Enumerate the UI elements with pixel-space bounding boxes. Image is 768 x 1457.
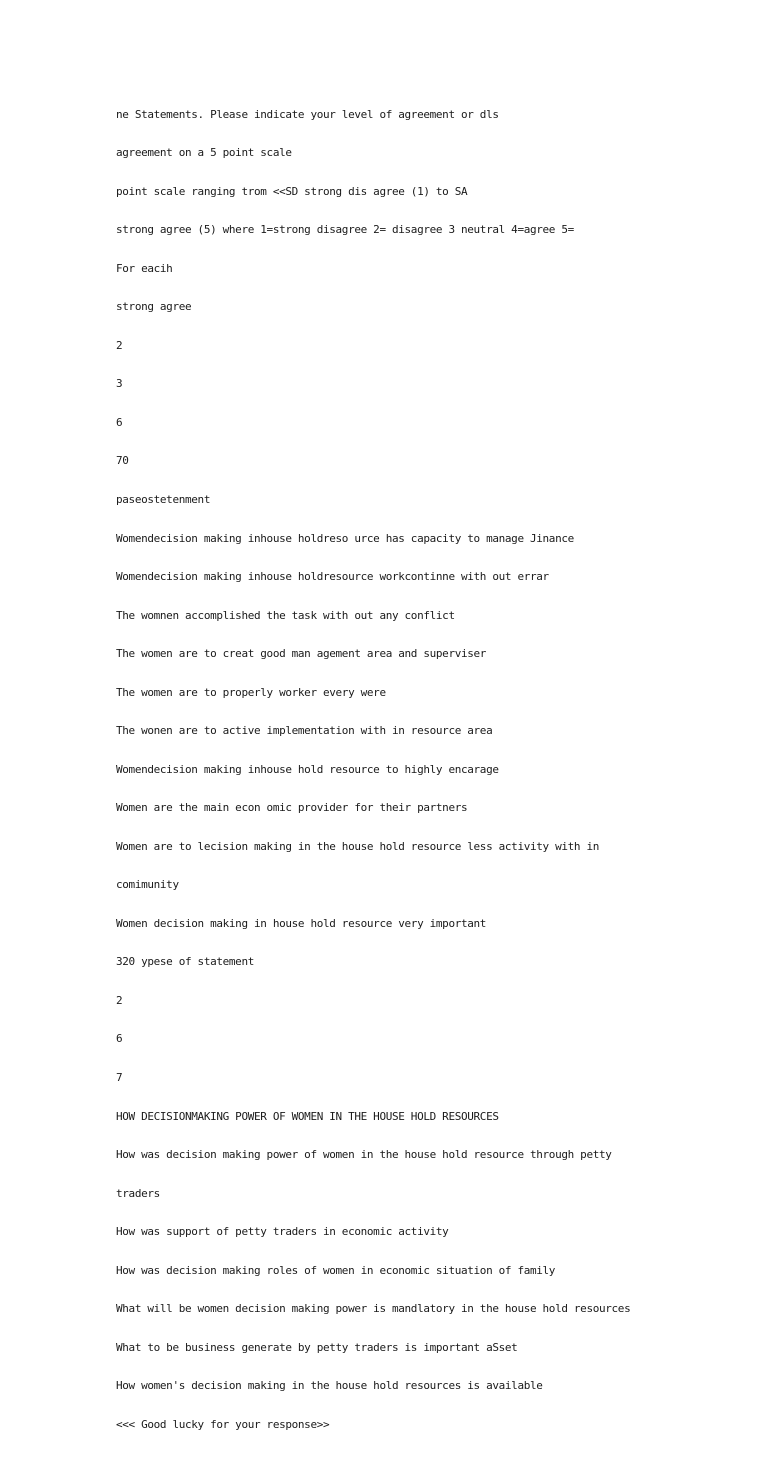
text-line: 3 xyxy=(116,377,123,391)
text-line: What to be business generate by petty traders is important aSset xyxy=(116,1340,518,1354)
text-line: 7 xyxy=(116,1070,123,1084)
text-line: How was support of petty traders in economic activity xyxy=(116,1225,449,1239)
text-line: ne Statements. Please indicate your level of agreement or dls xyxy=(116,107,499,121)
text-line: How women's decision making in the house hold resources is available xyxy=(116,1379,543,1393)
text-line: The womnen accomplished the task with out any conflict xyxy=(116,608,455,622)
text-line: agreement on a 5 point scale xyxy=(116,146,292,160)
text-line: 2 xyxy=(116,993,123,1007)
section-heading: HOW DECISIONMAKING POWER OF WOMEN IN THE HOUSE HOLD RESOURCES xyxy=(116,1109,499,1123)
text-line: How was decision making roles of women in economic situation of family xyxy=(116,1263,556,1277)
closing-line: <<< Good lucky for your response>> xyxy=(116,1417,330,1431)
text-line: strong agree xyxy=(116,300,192,314)
text-line: The wonen are to active implementation with in resource area xyxy=(116,724,493,738)
text-line: Womendecision making inhouse holdresource workcontinne with out errar xyxy=(116,570,549,584)
text-line: comimunity xyxy=(116,878,179,892)
text-line: Women are to lecision making in the house hold resource less activity with in xyxy=(116,839,599,853)
text-line: The women are to creat good man agement area and superviser xyxy=(116,647,487,661)
text-line: Womendecision making inhouse hold resource to highly encarage xyxy=(116,762,499,776)
text-line: traders xyxy=(116,1186,160,1200)
text-line: 6 xyxy=(116,1032,123,1046)
text-line: The women are to properly worker every were xyxy=(116,685,386,699)
text-line: Women are the main econ omic provider for their partners xyxy=(116,801,468,815)
text-line: paseostetenment xyxy=(116,493,211,506)
text-line: How was decision making power of women in the house hold resource through petty xyxy=(116,1148,612,1162)
text-line: strong agree (5) where 1=strong disagree 2= disagree 3 neutral 4=agree 5= xyxy=(116,223,574,237)
document-text xyxy=(116,83,756,1457)
text-line: What will be women decision making power is mandlatory in the house hold resources xyxy=(116,1302,631,1316)
text-line: 6 xyxy=(116,415,123,429)
text-line: For eacih xyxy=(116,261,173,275)
text-line: Women decision making in house hold resource very important xyxy=(116,916,487,930)
text-line: Womendecision making inhouse holdreso urce has capacity to manage Jinance xyxy=(116,531,574,545)
text-line: 70 xyxy=(116,454,129,468)
text-line: point scale ranging trom <<SD strong dis agree (1) to SA xyxy=(116,184,468,198)
text-line: 320 ypese of statement xyxy=(116,955,254,969)
text-line: 2 xyxy=(116,338,123,352)
